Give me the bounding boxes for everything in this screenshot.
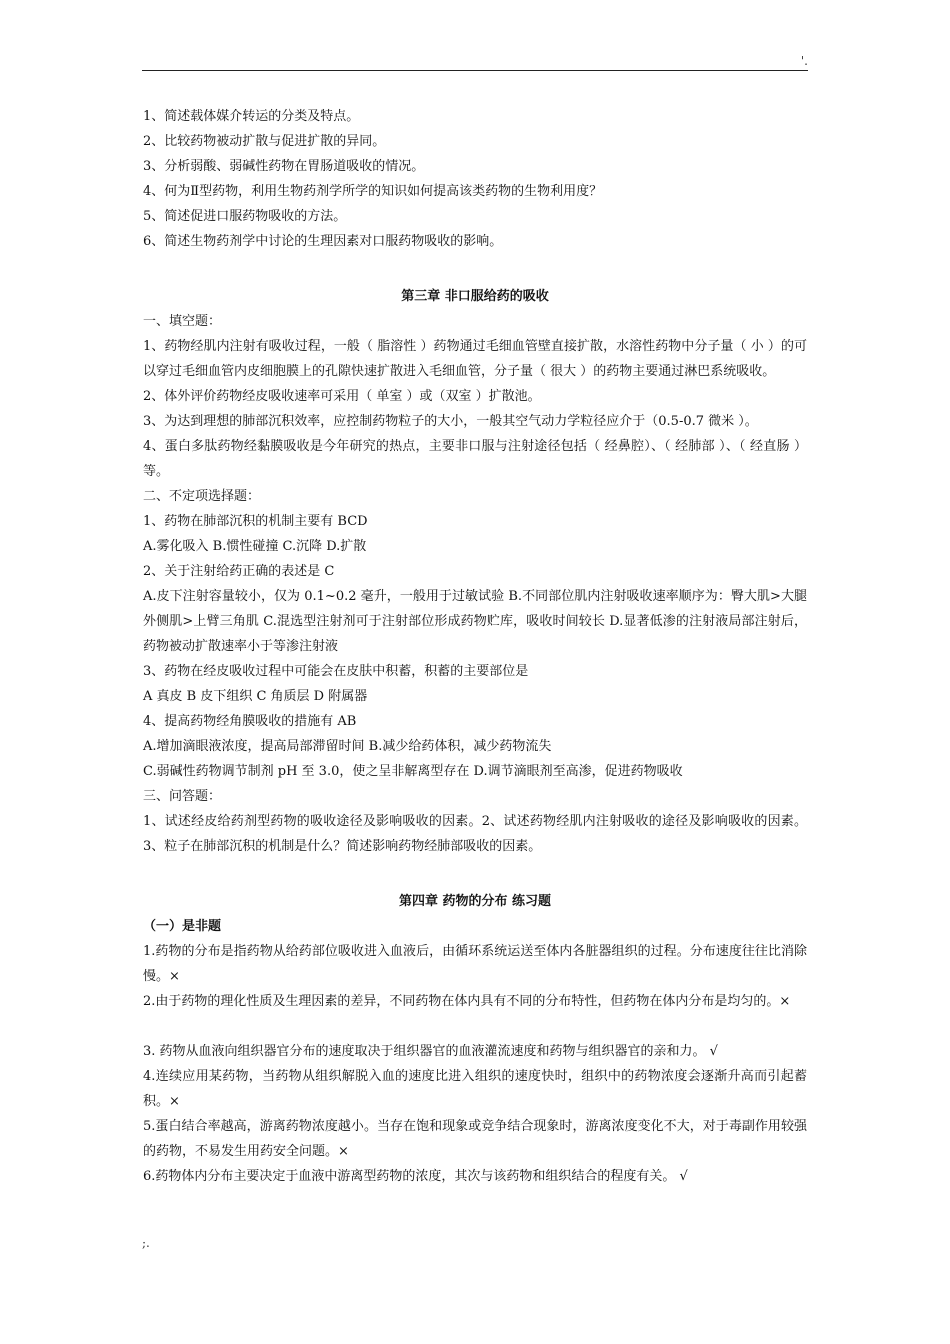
fill-heading: 一、填空题：	[143, 314, 222, 329]
choice-item: 4、提高药物经角膜吸收的措施有 AB	[143, 714, 357, 729]
choice-heading: 二、不定项选择题：	[143, 489, 261, 504]
chapter-4	[143, 889, 807, 1189]
intro-question: 4、何为Ⅱ型药物，利用生物药剂学所学的知识如何提高该类药物的生物利用度？	[143, 184, 603, 199]
true-false-item: 6.药物体内分布主要决定于血液中游离型药物的浓度，其次与该药物和组织结合的程度有关。 √	[143, 1169, 688, 1184]
qa-heading: 三、问答题：	[143, 789, 222, 804]
qa-item: 1、试述经皮给药剂型药物的吸收途径及影响吸收的因素。2、试述药物经肌内注射吸收的途径及影响吸收的因素。3、粒子在肺部沉积的机制是什么？简述影响药物经肺部吸收的因素。	[143, 814, 807, 854]
choice-item: A 真皮 B 皮下组织 C 角质层 D 附属器	[143, 689, 368, 704]
choice-item: 3、药物在经皮吸收过程中可能会在皮肤中积蓄，积蓄的主要部位是	[143, 664, 529, 679]
footer-mark: ;.	[142, 1236, 150, 1250]
intro-question: 6、简述生物药剂学中讨论的生理因素对口服药物吸收的影响。	[143, 234, 503, 249]
choice-item: A.雾化吸入 B.惯性碰撞 C.沉降 D.扩散	[143, 539, 367, 554]
chapter-3-title: 第三章 非口服给药的吸收	[401, 289, 549, 304]
true-false-item: 2.由于药物的理化性质及生理因素的差异，不同药物在体内具有不同的分布特性，但药物在体内分布是均匀的。×	[143, 994, 791, 1009]
true-false-item: 5.蛋白结合率越高，游离药物浓度越小。当存在饱和现象或竞争结合现象时，游离浓度变化不大，对于毒副作用较强的药物，不易发生用药安全问题。×	[143, 1119, 807, 1159]
fill-item: 3、为达到理想的肺部沉积效率，应控制药物粒子的大小，一般其空气动力学粒径应介于（0.5-0.7 微米 ）。	[143, 414, 758, 429]
choice-item: 1、药物在肺部沉积的机制主要有 BCD	[143, 514, 368, 529]
chapter-3	[143, 284, 807, 859]
choice-item: A.皮下注射容量较小，仅为 0.1~0.2 毫升，一般用于过敏试验 B.不同部位肌内注射吸收速率顺序为：臀大肌>大腿外侧肌>上臂三角肌 C.混选型注射剂可于注射部位形成药物贮库，吸收时间较长 D.显著低渗的注射液局部注射后，药物被动扩散速率小于等渗注射液	[143, 589, 807, 654]
true-false-item: 4.连续应用某药物，当药物从组织解脱入血的速度比进入组织的速度快时，组织中的药物浓度会逐渐升高而引起蓄积。×	[143, 1069, 807, 1109]
document-body	[143, 104, 807, 1189]
fill-item: 4、蛋白多肽药物经黏膜吸收是今年研究的热点，主要非口服与注射途径包括（ 经鼻腔）、（ 经肺部 ）、（ 经直肠 ）等。	[143, 439, 807, 479]
header-mark: '.	[800, 54, 808, 68]
intro-question: 2、比较药物被动扩散与促进扩散的异同。	[143, 134, 386, 149]
true-false-item: 3. 药物从血液向组织器官分布的速度取决于组织器官的血液灌流速度和药物与组织器官的亲和力。 √	[143, 1044, 718, 1059]
chapter-4-title: 第四章 药物的分布 练习题	[398, 894, 552, 909]
true-false-heading: （一）是非题	[143, 919, 222, 934]
fill-item: 1、药物经肌内注射有吸收过程，一般（ 脂溶性 ）药物通过毛细血管壁直接扩散，水溶性药物中分子量（ 小 ）的可以穿过毛细血管内皮细胞膜上的孔隙快速扩散进入毛细血管，分子量（ 很大 ）的药物主要通过淋巴系统吸收。	[143, 339, 807, 379]
choice-item: C.弱碱性药物调节制剂 pH 至 3.0，使之呈非解离型存在 D.调节滴眼剂至高渗，促进药物吸收	[143, 764, 683, 779]
intro-question: 3、分析弱酸、弱碱性药物在胃肠道吸收的情况。	[143, 159, 425, 174]
intro-question: 1、简述载体媒介转运的分类及特点。	[143, 109, 360, 124]
fill-item: 2、体外评价药物经皮吸收速率可采用（ 单室 ）或（双室 ）扩散池。	[143, 389, 541, 404]
intro-questions	[143, 104, 807, 254]
true-false-item: 1.药物的分布是指药物从给药部位吸收进入血液后，由循环系统运送至体内各脏器组织的过程。分布速度往往比消除慢。×	[143, 944, 807, 984]
intro-question: 5、简述促进口服药物吸收的方法。	[143, 209, 347, 224]
choice-item: A.增加滴眼液浓度，提高局部滞留时间 B.减少给药体积，减少药物流失	[143, 739, 552, 754]
header-rule	[142, 70, 808, 71]
blank-line	[143, 1014, 807, 1039]
choice-item: 2、关于注射给药正确的表述是 C	[143, 564, 335, 579]
